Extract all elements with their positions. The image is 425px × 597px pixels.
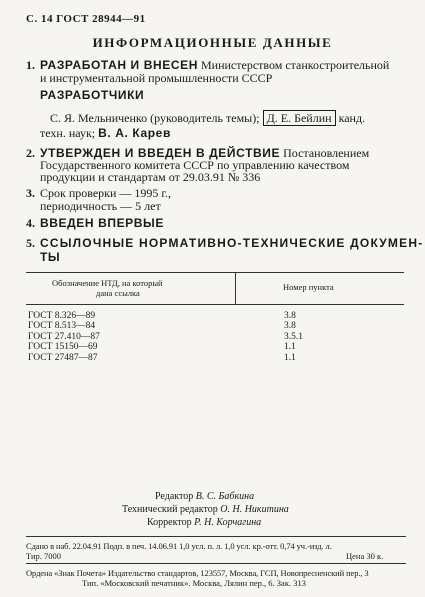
page-title: ИНФОРМАЦИОННЫЕ ДАННЫЕ [92, 35, 333, 50]
table-cell-item: 1.1 [284, 342, 296, 353]
developer-name: С. Я. Мельниченко [50, 111, 148, 125]
table-header-item: Номер пункта [283, 282, 334, 292]
table-cell-item: 1.1 [284, 352, 296, 363]
section-number: 4. [26, 216, 35, 230]
table-row [28, 332, 100, 342]
table-cell-item: 3.8 [284, 311, 296, 321]
imprint-rule [26, 563, 406, 564]
section-text: Срок проверки — 1995 г., [40, 186, 171, 200]
credit-name: О. Н. Никитина [220, 504, 289, 515]
table-column-divider [235, 272, 236, 304]
imprint-price: Цена 30 к. [346, 551, 384, 561]
credit-label: Редактор [155, 491, 194, 502]
table-row [284, 353, 296, 363]
section-text: Постановлением [283, 146, 370, 160]
developers-line-1 [50, 111, 365, 125]
section-number: 2. [26, 146, 35, 160]
table-cell-doc: ГОСТ 8.513—84 [28, 321, 96, 332]
table-header-rule [26, 304, 404, 305]
table-row [284, 342, 296, 352]
table-row [28, 342, 98, 352]
table-row [28, 353, 98, 363]
developers-line-2 [40, 126, 171, 140]
imprint-publisher: Ордена «Знак Почета» Издательство стандартов, 123557, Москва, ГСП, Новопресненский пер., 3 [26, 568, 369, 578]
table-cell-doc: ГОСТ 27.410—87 [28, 331, 100, 342]
imprint-line-1: Сдано в наб. 22.04.91 Подп. в печ. 14.06.91 1,0 усл. п. л. 1,0 усл. кр.-отт. 0,74 уч.-изд. л. [26, 541, 332, 551]
section-heading-cont: ТЫ [40, 250, 61, 264]
credit-editor [155, 490, 254, 503]
section-number: 5. [26, 236, 35, 250]
developers-heading: РАЗРАБОТЧИКИ [40, 88, 145, 102]
credit-label: Корректор [147, 517, 192, 528]
section-text: Министерством станкостроительной [200, 58, 390, 72]
developer-name: В. А. Карев [98, 126, 171, 140]
credit-corrector [147, 516, 261, 529]
credit-name: В. С. Бабкина [195, 491, 255, 502]
table-row [284, 321, 296, 331]
section-text: продукции и стандартам от 29.03.91 № 336 [40, 170, 261, 184]
section-number: 3. [26, 186, 35, 200]
imprint-circulation: Тир. 7000 [26, 551, 62, 561]
table-row [284, 311, 296, 321]
developer-degree: канд. [338, 111, 366, 125]
table-cell-doc: ГОСТ 27487—87 [28, 352, 98, 363]
section-heading: ССЫЛОЧНЫЕ НОРМАТИВНО-ТЕХНИЧЕСКИЕ ДОКУМЕН- [40, 236, 424, 250]
section-text: Государственного комитета СССР по управлению качеством [40, 158, 350, 172]
table-row [284, 332, 303, 342]
table-header-doc-cont: дана ссылка [96, 288, 140, 298]
table-row [28, 321, 95, 331]
credit-label: Технический редактор [122, 504, 218, 515]
section-heading: УТВЕРЖДЕН И ВВЕДЕН В ДЕЙСТВИЕ [40, 146, 281, 160]
imprint-rule [26, 536, 406, 537]
table-header-doc: Обозначение НТД, на который [52, 278, 163, 288]
table-cell-item: 3.5.1 [284, 331, 303, 342]
section-heading: РАЗРАБОТАН И ВНЕСЕН [40, 58, 198, 72]
section-text: и инструментальной промышленности СССР [40, 71, 273, 85]
section-number: 1. [26, 58, 35, 72]
table-cell-doc: ГОСТ 8.326—89 [28, 311, 96, 321]
table-top-rule [26, 272, 404, 273]
imprint-printer: Тип. «Московский печатник». Москва, Лялин пер., 6. Зак. 313 [82, 578, 306, 588]
table-cell-doc: ГОСТ 15150—69 [28, 342, 98, 353]
credit-name: Р. Н. Корчагина [194, 517, 262, 528]
page-header: С. 14 ГОСТ 28944—91 [26, 13, 146, 25]
section-heading: ВВЕДЕН ВПЕРВЫЕ [40, 216, 165, 230]
section-text: периодичность — 5 лет [40, 199, 161, 213]
table-cell-item: 3.8 [284, 321, 296, 332]
developer-role: (руководитель темы); [150, 111, 260, 125]
developer-degree: техн. наук; [40, 126, 96, 140]
table-row [28, 311, 95, 321]
developer-name-boxed: Д. Е. Бейлин [263, 110, 336, 126]
credit-tech-editor [122, 503, 289, 516]
